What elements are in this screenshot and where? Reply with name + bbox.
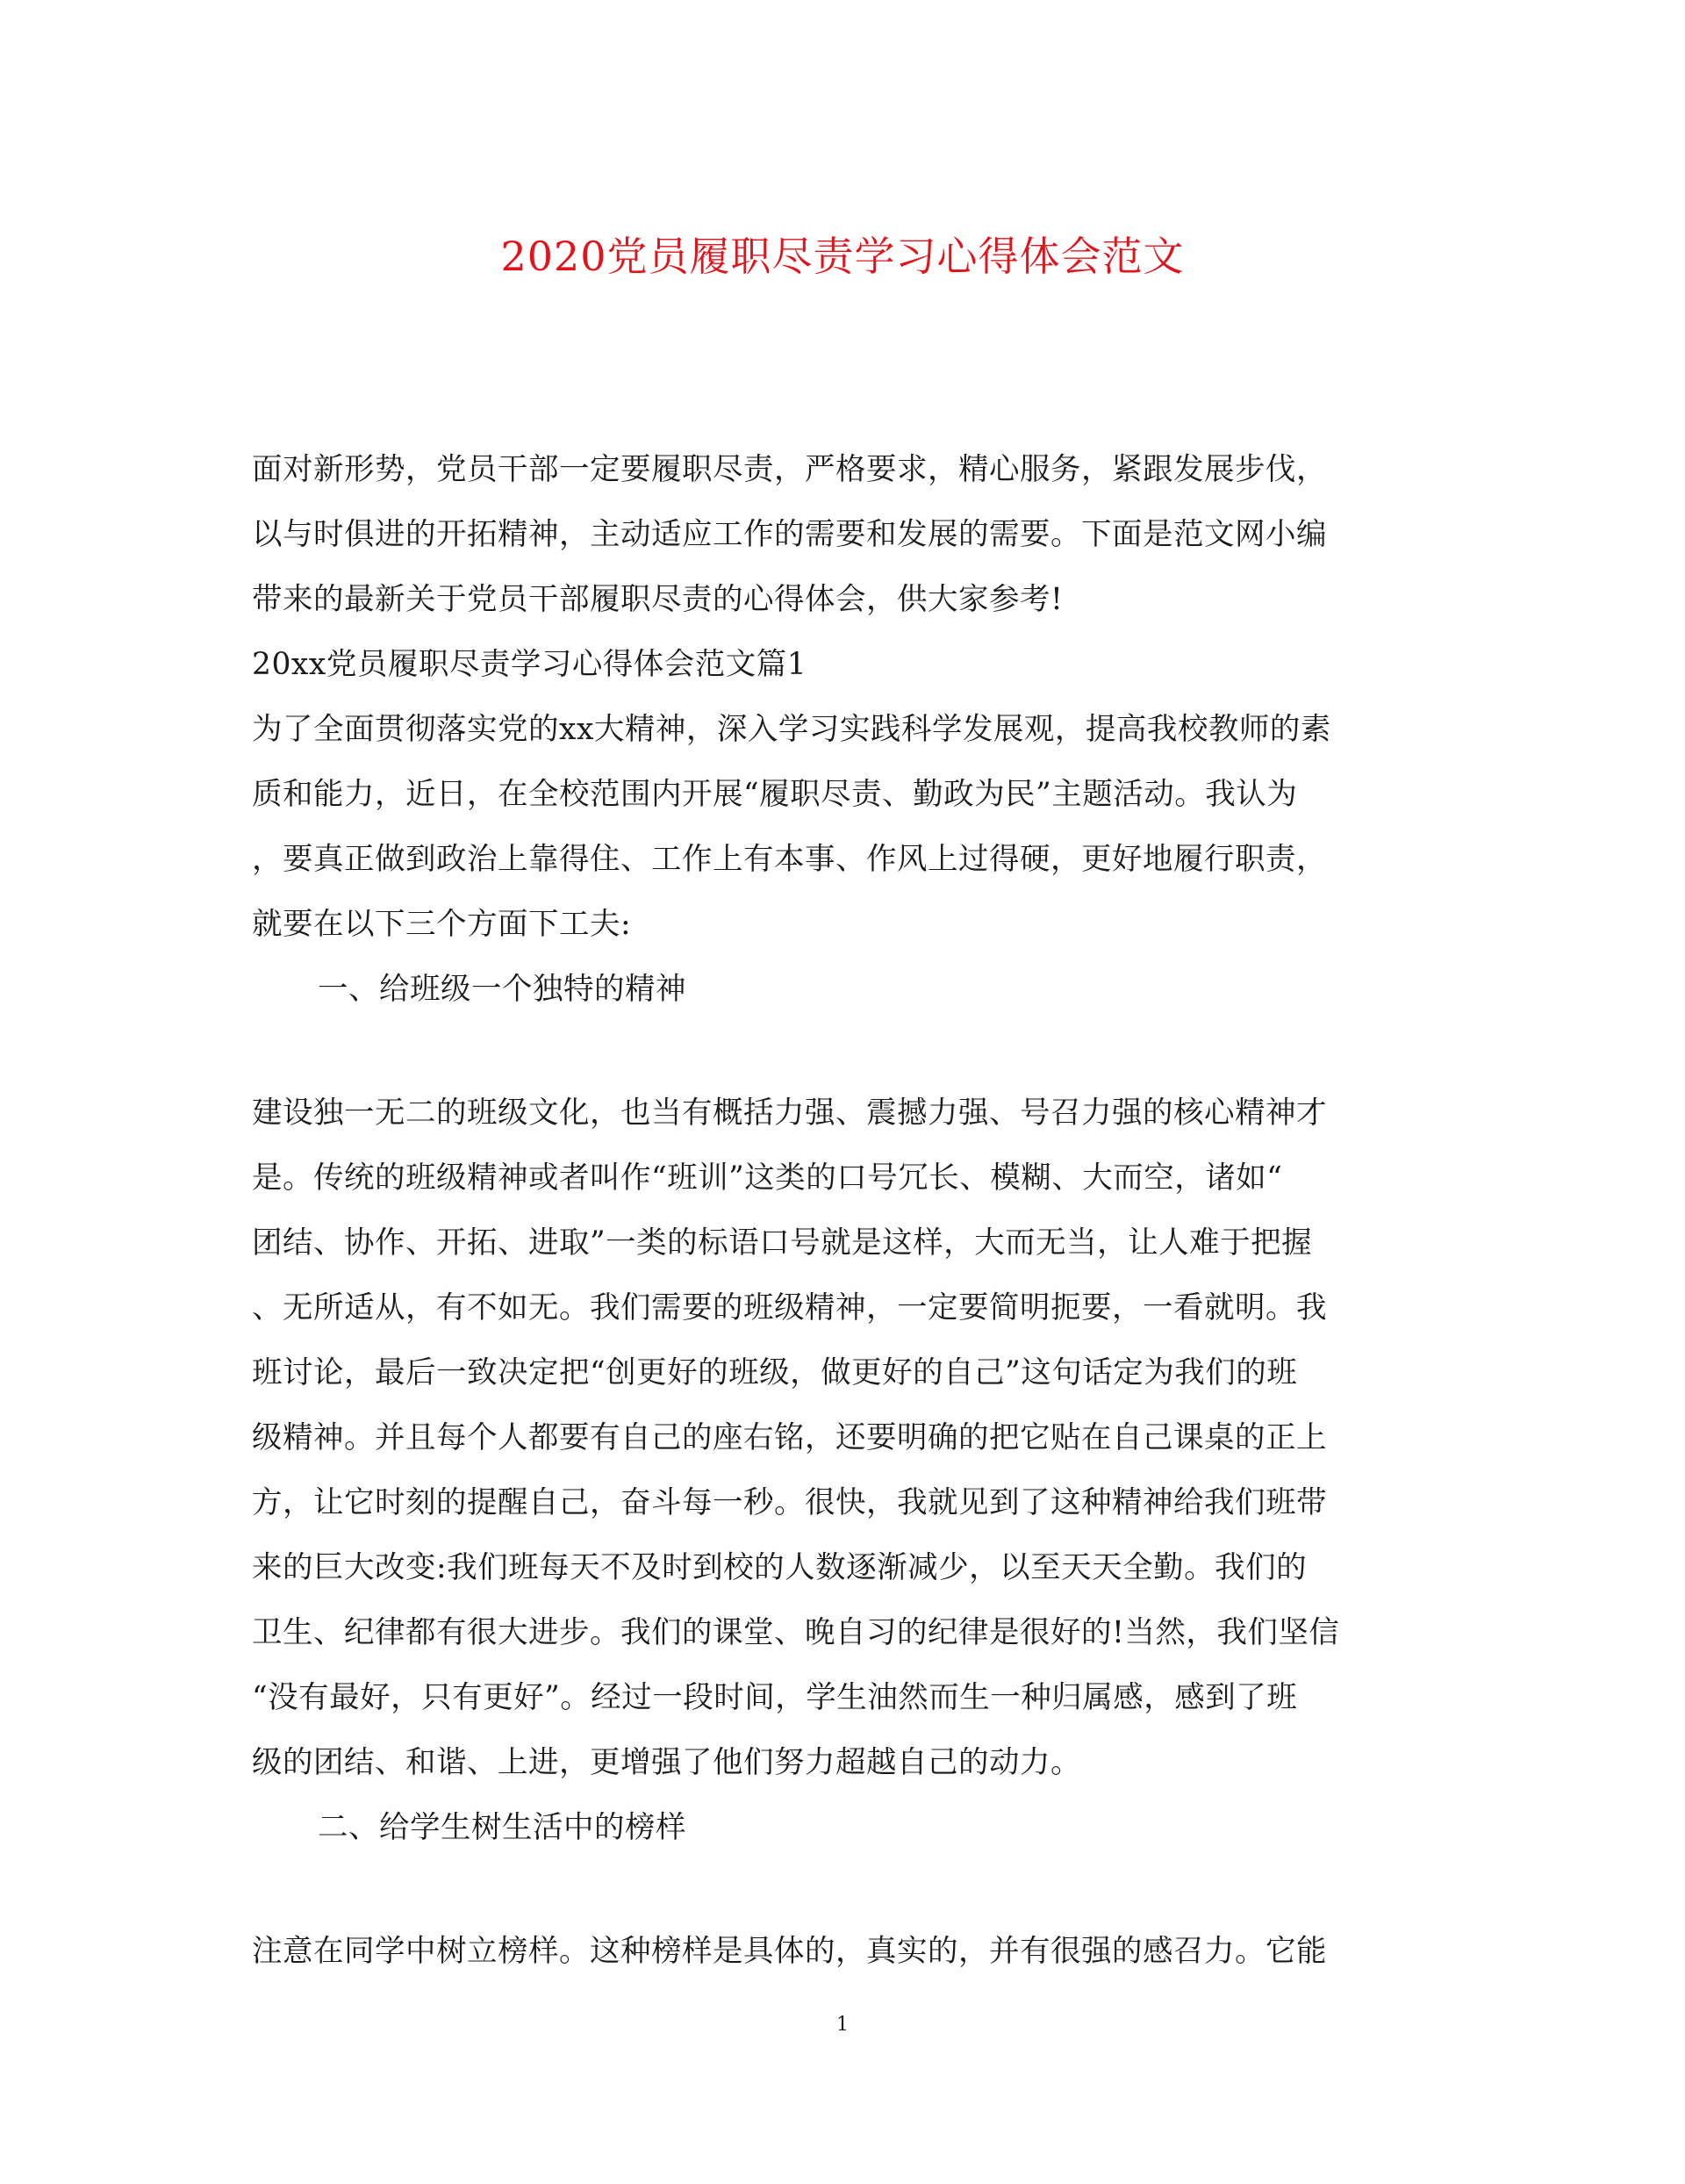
body-line: ，要真正做到政治上靠得住、工作上有本事、作风上过得硬，更好地履行职责，	[252, 842, 1327, 877]
body-line: 级的团结、和谐、上进，更增强了他们努力超越自己的动力。	[252, 1745, 1081, 1780]
subheading: 一、给班级一个独特的精神	[318, 972, 686, 1007]
body-line: 级精神。并且每个人都要有自己的座右铭，还要明确的把它贴在自己课桌的正上	[252, 1420, 1327, 1455]
body-line: 卫生、纪律都有很大进步。我们的课堂、晚自习的纪律是很好的!当然，我们坚信	[252, 1615, 1340, 1650]
body-line: 、无所适从，有不如无。我们需要的班级精神，一定要简明扼要，一看就明。我	[252, 1290, 1327, 1325]
body-line: 注意在同学中树立榜样。这种榜样是具体的，真实的，并有很强的感召力。它能	[252, 1934, 1327, 1969]
body-line: 为了全面贯彻落实党的xx大精神，深入学习实践科学发展观，提高我校教师的素	[252, 712, 1331, 747]
body-line: 建设独一无二的班级文化，也当有概括力强、震撼力强、号召力强的核心精神才	[252, 1096, 1327, 1131]
body-line: “没有最好，只有更好”。经过一段时间，学生油然而生一种归属感，感到了班	[252, 1680, 1298, 1715]
section-heading: 20xx党员履职尽责学习心得体会范文篇1	[252, 647, 807, 682]
subheading: 二、给学生树生活中的榜样	[318, 1810, 686, 1845]
body-line: 来的巨大改变:我们班每天不及时到校的人数逐渐减少，以至天天全勤。我们的	[252, 1550, 1308, 1585]
body-line: 团结、协作、开拓、进取”一类的标语口号就是这样，大而无当，让人难于把握	[252, 1225, 1313, 1261]
body-line: 带来的最新关于党员干部履职尽责的心得体会，供大家参考!	[252, 582, 1064, 617]
body-line: 以与时俱进的开拓精神，主动适应工作的需要和发展的需要。下面是范文网小编	[252, 517, 1327, 552]
body-line: 是。传统的班级精神或者叫作“班训”这类的口号冗长、模糊、大而空，诸如“	[252, 1160, 1283, 1196]
body-line: 质和能力，近日，在全校范围内开展“履职尽责、勤政为民”主题活动。我认为	[252, 777, 1298, 812]
document-title: 2020党员履职尽责学习心得体会范文	[500, 233, 1185, 280]
body-line: 方，让它时刻的提醒自己，奋斗每一秒。很快，我就见到了这种精神给我们班带	[252, 1485, 1327, 1520]
body-line: 班讨论，最后一致决定把“创更好的班级，做更好的自己”这句话定为我们的班	[252, 1355, 1298, 1390]
body-line: 就要在以下三个方面下工夫:	[252, 907, 632, 942]
body-line: 面对新形势，党员干部一定要履职尽责，严格要求，精心服务，紧跟发展步伐，	[252, 452, 1327, 487]
page-number: 1	[836, 2014, 849, 2036]
